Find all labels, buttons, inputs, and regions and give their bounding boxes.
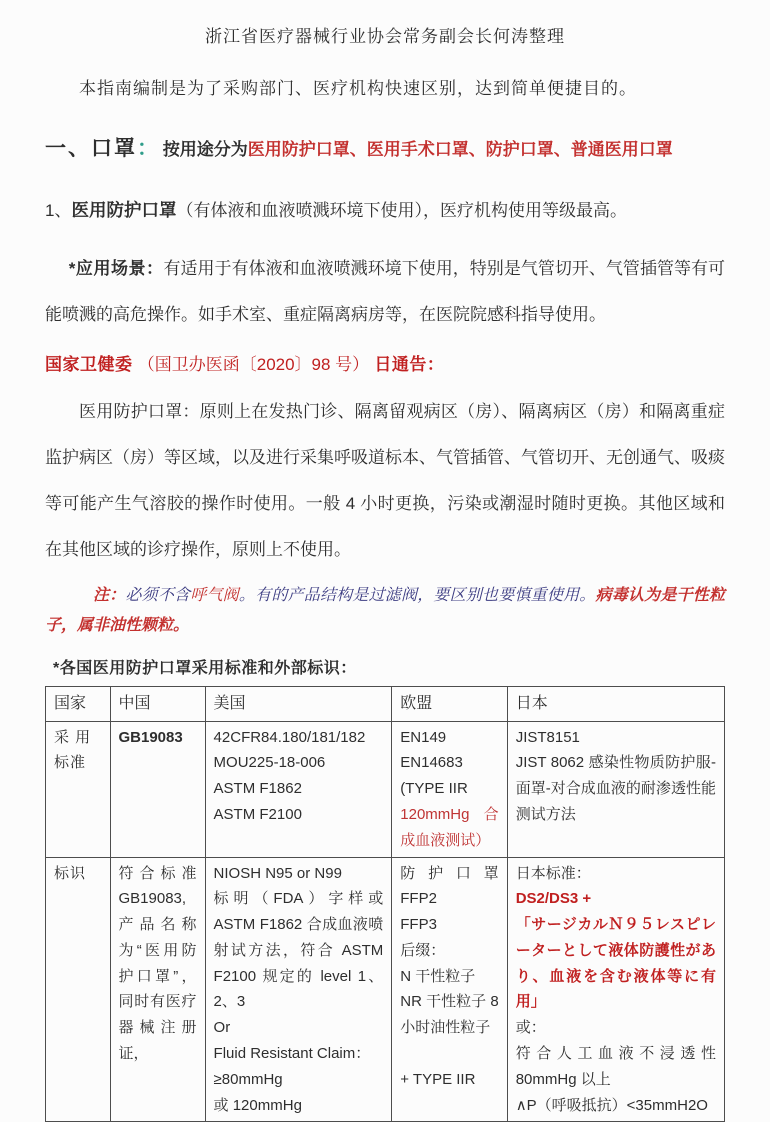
cell-standards-japan: JIST8151 JIST 8062 感染性物质防护服-面罩-对合成血液的耐渗透性能测试方法: [507, 721, 724, 857]
cell-standards-china: GB19083: [110, 721, 205, 857]
table-header-row: [46, 687, 725, 722]
item-1-heading: [45, 196, 725, 222]
row-label-marking: 标识: [46, 857, 111, 1122]
table-caption: *各国医用防护口罩采用标准和外部标识：: [53, 660, 357, 677]
note-paragraph: [45, 581, 725, 641]
cell-marking-china: 符合标准 GB19083,产品名称为“医用防护口罩”，同时有医疗器械注册证，: [110, 857, 205, 1122]
doc-intro: 本指南编制是为了采购部门、医疗机构快速区别，达到简单便捷目的。: [79, 79, 637, 98]
note-label: 注：: [93, 587, 126, 604]
cell-standards-eu: EN149 EN14683 (TYPE IIR 120mmHg 合成血液测试）: [392, 721, 507, 857]
usage-policy-paragraph: 医用防护口罩：原则上在发热门诊、隔离留观病区（房）、隔离病区（房）和隔离重症监护病区（房）等区域，以及进行采集呼吸道标本、气管插管、气管切开、无创通气、吸痰等可能产生气溶胶的操作时使用。一般 4 小时更换，污染或潮湿时随时更换。其他区域和在其他区域的诊疗操作，原则上不使用。: [45, 402, 725, 559]
notice-agency: 国家卫健委: [45, 355, 138, 374]
note-text-2: 。有的产品结构是过滤阀，要区别也要慎重使用。: [238, 587, 596, 604]
application-scene-paragraph: [45, 246, 725, 338]
table-row-standards: [46, 721, 725, 857]
section-lead-text: 按用途分为: [162, 140, 248, 159]
standards-table: [45, 686, 725, 1122]
section-mask-types: 医用防护口罩、医用手术口罩、防护口罩、普通医用口罩: [247, 140, 673, 159]
cell-marking-eu: 防护口罩 FFP2 FFP3 后缀： N 干性粒子 NR 干性粒子 8 小时油性粒子 + TYPE IIR: [392, 857, 507, 1122]
note-exhale-valve: 呼气阀: [190, 587, 239, 604]
column-header-usa: 美国: [205, 687, 392, 722]
item-1-title: 医用防护口罩: [71, 200, 177, 220]
column-header-eu: 欧盟: [392, 687, 507, 722]
cell-standards-usa: 42CFR84.180/181/182 MOU225-18-006 ASTM F1862 ASTM F2100: [205, 721, 392, 857]
column-header-china: 中国: [110, 687, 205, 722]
item-1-description: （有体液和血液喷溅环境下使用），医疗机构使用等级最高。: [176, 201, 627, 220]
item-1-number: 1、: [45, 201, 72, 220]
column-header-japan: 日本: [507, 687, 724, 722]
table-row-marking: [46, 857, 725, 1122]
section-number: 一、口罩: [45, 137, 137, 160]
notice-suffix: 日通告：: [369, 355, 445, 374]
section-colon: ：: [137, 137, 158, 160]
column-header-country: 国家: [46, 687, 111, 722]
cell-marking-japan: 日本标准： DS2/DS3 + 「サージカルＮ９５レスピレーターとして液体防護性があり、血液を含む液体等に有用」 或： 符合人工血液不浸透性 80mmHg 以上 ∧P（呼吸抵抗）<35mmH2O: [507, 857, 724, 1122]
cell-marking-usa: NIOSH N95 or N99 标明（FDA）字样或 ASTM F1862 合成血液喷射试方法，符合 ASTM F2100 规定的 level 1、2、3 Or Fluid Resistant Claim： ≥80mmHg 或 120mmHg: [205, 857, 392, 1122]
row-label-standards: 采 用 标准: [46, 721, 111, 857]
scene-text: 有适用于有体液和血液喷溅环境下使用，特别是气管切开、气管插管等有可能喷溅的高危操作。如手术室、重症隔离病房等，在医院院感科指导使用。: [45, 259, 726, 324]
section-heading: [45, 132, 725, 162]
doc-author-line: 浙江省医疗器械行业协会常务副会长何涛整理: [205, 27, 565, 46]
note-virus-text: 病毒认为是干性粒子，属非油性颗粒。: [45, 587, 725, 634]
note-text-1: 必须不含: [125, 587, 191, 604]
notice-document-number: （国卫办医函〔2020〕98 号）: [137, 355, 370, 374]
scene-label: *应用场景：: [68, 259, 164, 278]
health-commission-notice: [45, 350, 725, 375]
